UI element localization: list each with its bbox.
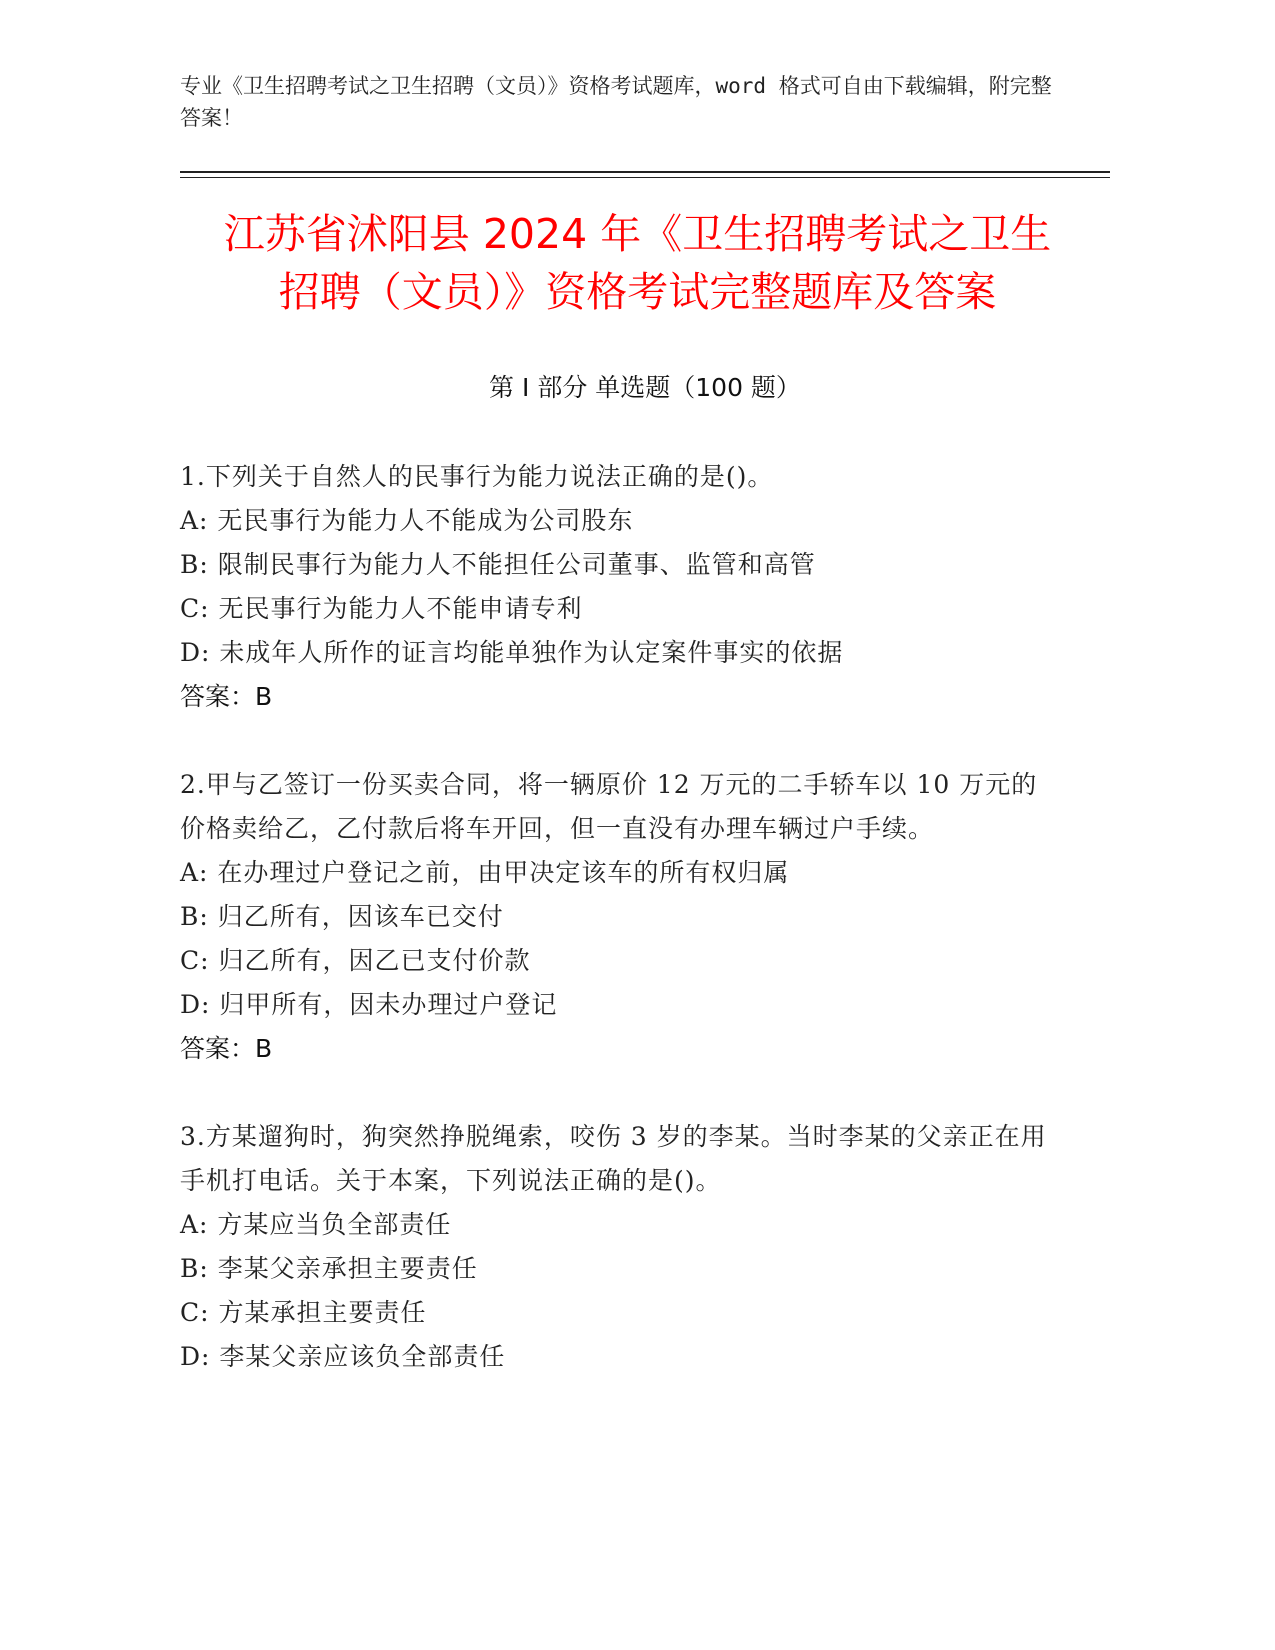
option-d: D: 未成年人所作的证言均能单独作为认定案件事实的依据: [180, 638, 844, 667]
option-b: B: 李某父亲承担主要责任: [180, 1254, 478, 1283]
header-divider-thin: [180, 177, 1110, 178]
option-a: A: 在办理过户登记之前，由甲决定该车的所有权归属: [180, 858, 790, 887]
document-title: [160, 205, 1115, 321]
header-divider-thick: [180, 171, 1110, 173]
option-d: D: 归甲所有，因未办理过户登记: [180, 990, 558, 1019]
header-note: 专业《卫生招聘考试之卫生招聘（文员）》资格考试题库，word 格式可自由下载编辑，附完整答案！: [180, 74, 1052, 130]
option-d: D: 李某父亲应该负全部责任: [180, 1342, 506, 1371]
answer-label: 答案：B: [180, 682, 273, 711]
question-stem: 1.下列关于自然人的民事行为能力说法正确的是()。: [180, 462, 774, 491]
option-b: B: 归乙所有，因该车已交付: [180, 902, 504, 931]
section-title: 第 I 部分 单选题（100 题）: [489, 373, 801, 402]
question-stem: 3.方某遛狗时，狗突然挣脱绳索，咬伤 3 岁的李某。当时李某的父亲正在用手机打电话。关于本案，下列说法正确的是()。: [180, 1122, 1047, 1195]
answer-label: 答案：B: [180, 1034, 273, 1063]
option-c: C: 无民事行为能力人不能申请专利: [180, 594, 583, 623]
question-stem: 2.甲与乙签订一份买卖合同，将一辆原价 12 万元的二手轿车以 10 万元的价格卖给乙，乙付款后将车开回，但一直没有办理车辆过户手续。: [180, 770, 1038, 843]
question-1: [180, 455, 1060, 719]
document-title-line-2: 招聘（文员）》资格考试完整题库及答案: [278, 268, 997, 316]
option-b: B: 限制民事行为能力人不能担任公司董事、监管和高管: [180, 550, 816, 579]
document-title-line-1: 江苏省沭阳县 2024 年《卫生招聘考试之卫生: [223, 210, 1052, 258]
option-c: C: 归乙所有，因乙已支付价款: [180, 946, 531, 975]
option-c: C: 方某承担主要责任: [180, 1298, 427, 1327]
option-a: A: 方某应当负全部责任: [180, 1210, 452, 1239]
option-a: A: 无民事行为能力人不能成为公司股东: [180, 506, 634, 535]
question-3: [180, 1115, 1060, 1379]
question-2: [180, 763, 1060, 1071]
question-list: [180, 455, 1060, 1423]
